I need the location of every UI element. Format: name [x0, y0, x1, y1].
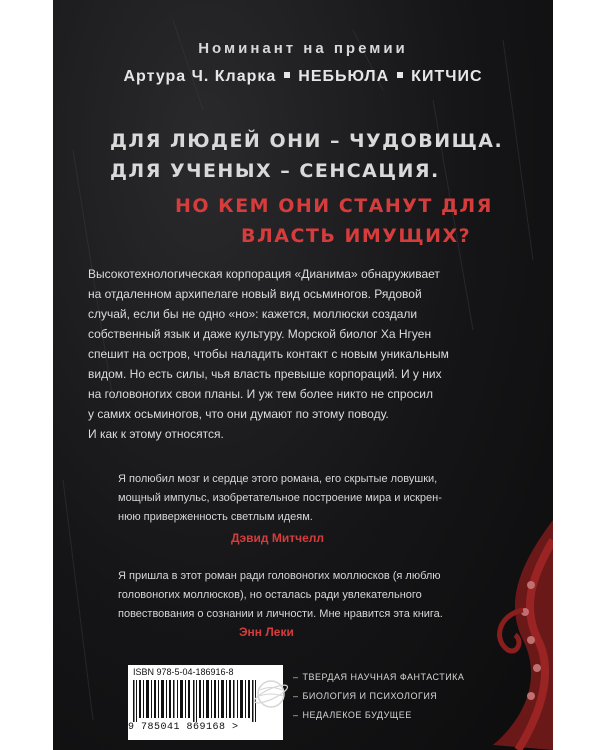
nominee-label: Номинант на премии: [198, 40, 408, 57]
book-description: [88, 264, 508, 444]
book-back-cover: [53, 0, 553, 750]
tagline-line-2: ДЛЯ УЧЕНЫХ – СЕНСАЦИЯ.: [110, 160, 440, 182]
genre-item: – ТВЕРДАЯ НАУЧНАЯ ФАНТАСТИКА: [293, 672, 465, 682]
review-quote-1: [118, 470, 498, 527]
genre-list: [293, 668, 464, 725]
quote-line: Я пришла в этот роман ради головоногих моллюсков (я люблю: [118, 570, 441, 582]
genre-item: – БИОЛОГИЯ И ПСИХОЛОГИЯ: [293, 691, 438, 701]
quote-line: мощный импульс, изобретательное построение мира и искрен-: [118, 492, 442, 504]
description-line: И как к этому относятся.: [88, 427, 224, 441]
award-clarke: Артура Ч. Кларка: [123, 68, 277, 85]
quote-line: повествования о сознании и личности. Мне нравится эта книга.: [118, 608, 443, 620]
award-nebula: НЕБЬЮЛА: [298, 68, 390, 85]
barcode-icon: [133, 680, 268, 722]
isbn-number: ISBN 978-5-04-186916-8: [133, 667, 234, 677]
description-line: на отдаленном архипелаге новый вид осьминогов. Рядовой: [88, 287, 422, 301]
description-line: случай, если бы не одно «но»: кажется, моллюски создали: [88, 307, 418, 321]
separator-square-icon: [397, 72, 403, 78]
tagline-line-3: НО КЕМ ОНИ СТАНУТ ДЛЯ: [175, 195, 493, 217]
award-kitschies: КИТЧИС: [411, 68, 483, 85]
publisher-planet-logo-icon: [253, 668, 289, 720]
quote-line: нюю приверженность светлым идеям.: [118, 511, 313, 523]
tagline-line-4: ВЛАСТЬ ИМУЩИХ?: [241, 225, 472, 247]
genre-item: – НЕДАЛЕКОЕ БУДУЩЕЕ: [293, 710, 412, 720]
description-line: у самих осьминогов, что они думают по этому поводу.: [88, 407, 389, 421]
separator-square-icon: [284, 72, 290, 78]
tagline-line-1: ДЛЯ ЛЮДЕЙ ОНИ – ЧУДОВИЩА.: [110, 130, 504, 152]
quote-author-2: Энн Леки: [239, 625, 294, 639]
description-line: собственный язык и даже культуру. Морской биолог Ха Нгуен: [88, 327, 432, 341]
review-quote-2: [118, 567, 498, 624]
description-line: спешит на остров, чтобы наладить контакт с новым уникальным: [88, 347, 449, 361]
quote-line: головоногих моллюсков), но осталась ради увлекательного: [118, 589, 422, 601]
tentacle-illustration: [493, 520, 553, 750]
quote-line: Я полюбил мозг и сердце этого романа, его скрытые ловушки,: [118, 473, 438, 485]
awards-line: [53, 68, 553, 86]
description-line: на головоногих свои планы. И уж тем более никто не спросил: [88, 387, 433, 401]
description-line: видом. Но есть силы, чья власть превыше корпораций. И у них: [88, 367, 442, 381]
description-line: Высокотехнологическая корпорация «Дианима» обнаруживает: [88, 267, 440, 281]
barcode-digits: 9 785041 869168 >: [128, 722, 239, 733]
quote-author-1: Дэвид Митчелл: [231, 531, 325, 545]
